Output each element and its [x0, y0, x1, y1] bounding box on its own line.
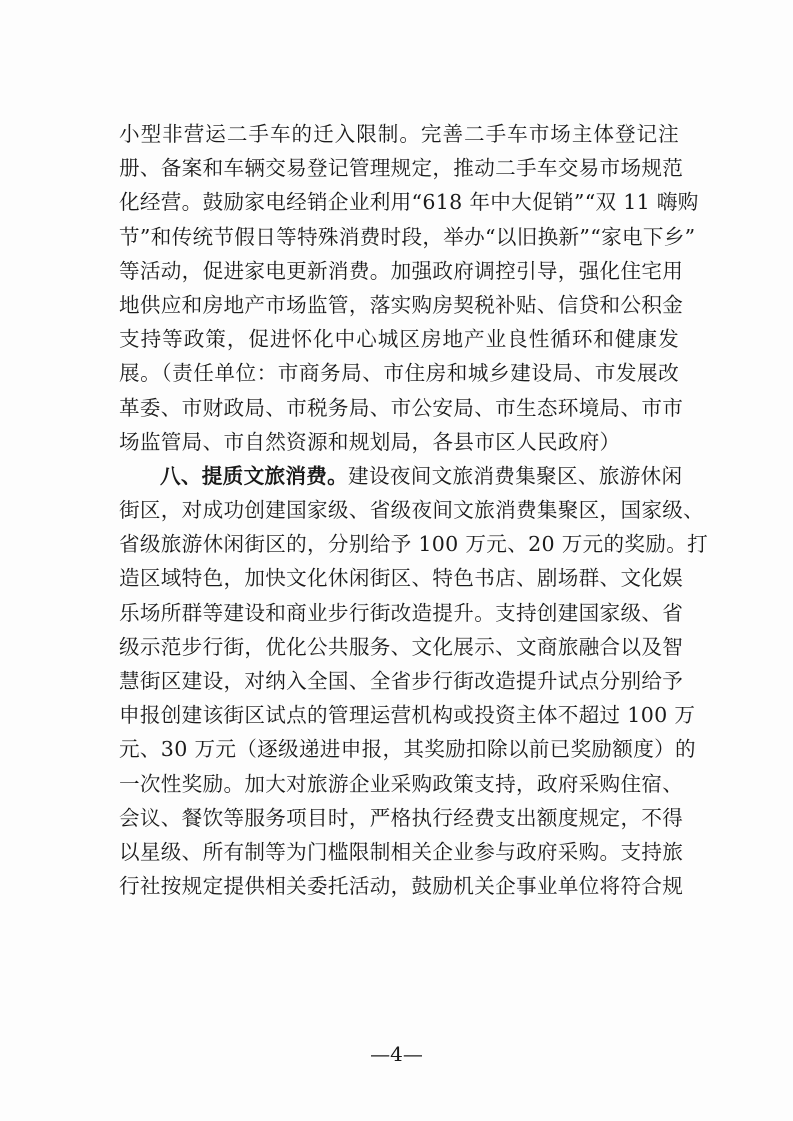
text-line: 地供应和房地产市场监管，落实购房契税补贴、信贷和公积金 — [119, 292, 684, 317]
text-line: 化经营。鼓励家电经销企业利用“618 年中大促销”“双 11 嗨购 — [119, 190, 699, 215]
section-8-first-line — [119, 459, 683, 493]
text-line: 革委、市财政局、市税务局、市公安局、市生态环境局、市市 — [119, 395, 684, 420]
text-line: 展。（责任单位：市商务局、市住房和城乡建设局、市发展改 — [119, 361, 679, 386]
text-line: 会议、餐饮等服务项目时，严格执行经费支出额度规定，不得 — [119, 805, 684, 830]
text-line: 行社按规定提供相关委托活动，鼓励机关企事业单位将符合规 — [119, 874, 684, 899]
text-line: 乐场所群等建设和商业步行街改造提升。支持创建国家级、省 — [119, 600, 684, 625]
text-line: 慧街区建设，对纳入全国、全省步行街改造提升试点分别给予 — [119, 669, 684, 693]
text-line: 级示范步行街，优化公共服务、文化展示、文商旅融合以及智 — [119, 634, 684, 659]
section-8-lead-text: 建设夜间文旅消费集聚区、旅游休闲 — [348, 463, 683, 488]
text-line: 册、备案和车辆交易登记管理规定，推动二手车交易市场规范 — [119, 156, 684, 181]
text-line: 申报创建该街区试点的管理运营机构或投资主体不超过 100 万 — [119, 703, 696, 728]
text-line: 省级旅游休闲街区的，分别给予 100 万元、20 万元的奖励。打 — [119, 532, 708, 557]
text-line: 以星级、所有制等为门槛限制相关企业参与政府采购。支持旅 — [119, 839, 684, 864]
text-line: 元、30 万元（逐级递进申报，其奖励扣除以前已奖励额度）的 — [119, 737, 696, 762]
text-line: 街区，对成功创建国家级、省级夜间文旅消费集聚区，国家级、 — [119, 498, 705, 523]
text-line: 场监管局、市自然资源和规划局，各县市区人民政府） — [119, 429, 621, 454]
page-number: —4— — [370, 1042, 423, 1066]
text-line: 节”和传统节假日等特殊消费时段，举办“以旧换新”“家电下乡” — [119, 224, 696, 249]
text-line: 支持等政策，促进怀化中心城区房地产业良性循环和健康发 — [119, 327, 679, 352]
text-line: 等活动，促进家电更新消费。加强政府调控引导，强化住宅用 — [119, 258, 684, 283]
text-line: 造区域特色，加快文化休闲街区、特色书店、剧场群、文化娱 — [119, 566, 684, 591]
body-text — [119, 117, 708, 903]
section-heading: 八、提质文旅消费。 — [160, 463, 349, 488]
text-line: 小型非营运二手车的迁入限制。完善二手车市场主体登记注 — [119, 122, 679, 146]
text-line: 一次性奖励。加大对旅游企业采购政策支持，政府采购住宿、 — [119, 771, 684, 796]
